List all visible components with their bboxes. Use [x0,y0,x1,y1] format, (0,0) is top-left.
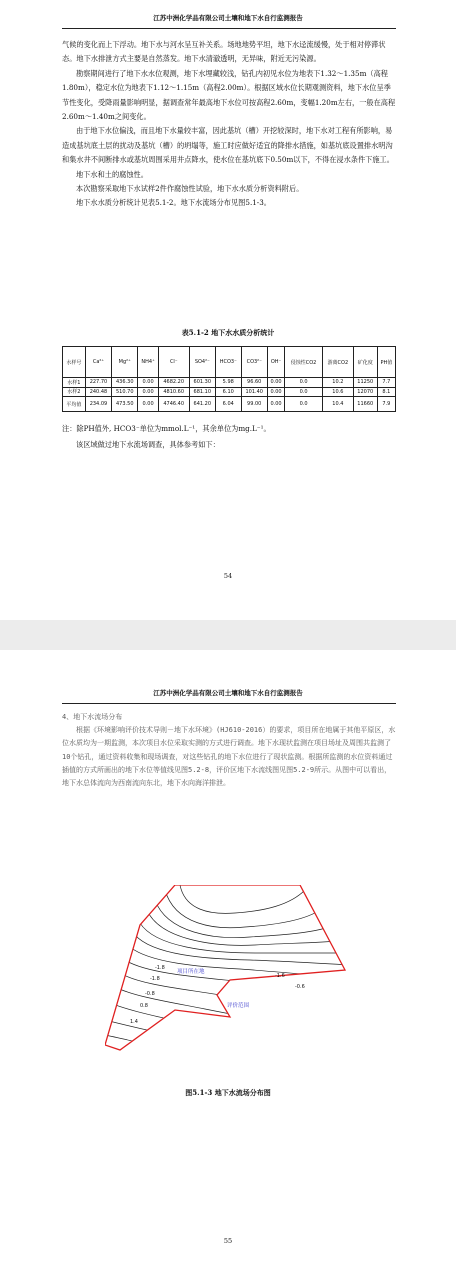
water-quality-table [62,346,396,412]
contour-label: -1.8 [150,976,160,982]
table-cell: 11660 [353,397,377,412]
table-cell: 4682.20 [158,378,189,388]
contour-label: 1.4 [130,1019,138,1025]
table-cell: 0.0 [285,387,323,397]
contour-label: -1.6 [275,973,285,979]
evaluation-area-label: 评价范围 [227,1003,250,1009]
column-header: Cl⁻ [158,347,189,378]
paragraph: 地下水和土的腐蚀性。 [76,169,148,179]
table-cell: 96.60 [241,378,267,388]
section-text [62,711,396,790]
page-number: 55 [223,1237,233,1245]
paragraph: 根据《环境影响评价技术导则－地下水环境》(HJ610-2016）的要求，项目所在地属于其他平原区，水位水质均为一期监测，本次项目水位采取实测的方式进行调查。地下水现状监测在项目场址及周围共监测了10个钻孔，通过资料收集和现场调查，对这些钻孔的地下水位进行了现状监测。根据所监测的水位资料通过插值的方式所画出的地下水位等值线见图5.2-8，评价区地下水流线图见图5.2-9所示。从图中可以看出，地下水总体流向为西南流向东北，地下水向海洋排泄。 [62,726,396,788]
table-cell: 10.4 [322,397,353,412]
paragraph: 地下水水质分析统计见表5.1-2。地下水流场分布见图5.1-3。 [76,198,271,208]
table-cell: 11250 [353,378,377,388]
table-header-row [63,347,396,378]
table-cell: 0.0 [285,397,323,412]
running-header: 江苏中洲化学品有限公司土壤和地下水自行监测报告 [153,689,303,697]
column-header: SO4²⁻ [189,347,215,378]
paragraph: 由于地下水位偏浅，而且地下水量较丰富，因此基坑（槽）开挖较深时，地下水对工程有所影响，易造成基坑底土层的扰动及基坑（槽）的坍塌等，施工时应做好适宜的降排水措施，如基坑底设置排水明沟和集水井不间断排水或基坑周围采用井点降水，使水位在基坑底下0.50m以下，不得在浸水条件下施工。 [62,126,394,165]
table-cell: 水样1 [63,378,86,388]
table-cell: 6.10 [215,387,241,397]
table-cell: 6.04 [215,397,241,412]
table-row [63,387,396,397]
table-cell: 101.40 [241,387,267,397]
body-text [62,38,396,211]
contour-line [165,890,320,928]
paragraph: 本次勘察采取地下水试样2件作腐蚀性试验，地下水水质分析资料附后。 [76,184,304,194]
column-header: Mg²⁺ [112,347,138,378]
table-cell: 7.9 [377,397,395,412]
site-label: 项目所在地 [177,969,205,975]
header-rule [62,703,396,704]
table-cell: 681.10 [189,387,215,397]
contour-line [180,885,305,913]
contour-line [105,1035,200,1055]
table-cell: 平均值 [63,397,86,412]
contour-label: -0.6 [295,984,305,990]
running-header: 江苏中洲化学品有限公司土壤和地下水自行监测报告 [153,14,303,22]
paragraph: 气候的变化而上下浮动。地下水与河水呈互补关系。场地地势平坦，地下水迳流缓慢，处于相对停滞状态。地下水排泄方式主要是自然蒸发。地下水清澈透明，无异味，附近无污染源。 [62,40,386,64]
page-54 [0,0,456,620]
table-row [63,378,396,388]
contour-label: -1.8 [155,965,165,971]
column-header: OH⁻ [267,347,284,378]
table-cell: 4746.40 [158,397,189,412]
column-header: HCO3⁻ [215,347,241,378]
table-note: 注：除PH值外, HCO3⁻单位为mmol.L⁻¹，其余单位为mg.L⁻¹。 [62,424,271,433]
table-cell: 0.00 [267,397,284,412]
contour-label: -0.8 [145,991,155,997]
table-cell: 0.00 [138,378,158,388]
column-header: 水样号 [63,347,86,378]
table-row [63,397,396,412]
table-cell: 0.00 [138,397,158,412]
column-header: 矿化度 [353,347,377,378]
paragraph: 勘察期间进行了地下水水位观测，地下水埋藏较浅，钻孔内初见水位为地表下1.32～1.35m（高程1.80m），稳定水位为地表下1.12～1.15m（高程2.00m）。根据区域水位长期观测资料，地下水位呈季节性变化，受降雨量影响明显，据调查常年最高地下水位可按高程2.60m，变幅1.20m左右，一般在高程2.60m～1.40m之间变化。 [62,68,396,122]
contour-line [155,900,335,938]
table-cell: 510.70 [112,387,138,397]
table-cell: 227.70 [85,378,111,388]
contour-line [105,1020,215,1045]
header-rule [62,28,396,29]
evaluation-boundary [105,885,345,1050]
contour-label: 0.8 [140,1003,148,1009]
table-caption: 表5.1-2 地下水水质分析统计 [181,328,275,337]
table-cell: 0.00 [138,387,158,397]
groundwater-flow-map [105,885,355,1059]
table-cell: 436.30 [112,378,138,388]
table-cell: 水样2 [63,387,86,397]
contour-line [147,910,350,945]
column-header: 游离CO2 [322,347,353,378]
column-header: PH值 [377,347,395,378]
table-cell: 0.00 [267,378,284,388]
column-header: 侵蚀性CO2 [285,347,323,378]
closing-line: 该区域做过地下水流场调查，具体参考如下： [76,440,220,449]
figure-caption: 图5.1-3 地下水流场分布图 [185,1088,271,1097]
table-cell: 0.0 [285,378,323,388]
table-cell: 10.6 [322,387,353,397]
table-cell: 0.00 [267,387,284,397]
table-cell: 8.1 [377,387,395,397]
table-cell: 240.48 [85,387,111,397]
table-cell: 4810.60 [158,387,189,397]
table-cell: 12070 [353,387,377,397]
column-header: CO3²⁻ [241,347,267,378]
table-cell: 5.98 [215,378,241,388]
table-cell: 641.20 [189,397,215,412]
column-header: NH4⁺ [138,347,158,378]
contour-line [135,935,350,965]
column-header: Ca²⁺ [85,347,111,378]
table-cell: 99.00 [241,397,267,412]
section-heading: 4、地下水流场分布 [62,713,123,721]
table-cell: 234.09 [85,397,111,412]
table-cell: 601.30 [189,378,215,388]
page-number: 54 [223,572,233,580]
contour-line [120,973,285,1007]
table-cell: 10.2 [322,378,353,388]
table-cell: 7.7 [377,378,395,388]
table-cell: 473.50 [112,397,138,412]
contour-line [140,923,350,953]
